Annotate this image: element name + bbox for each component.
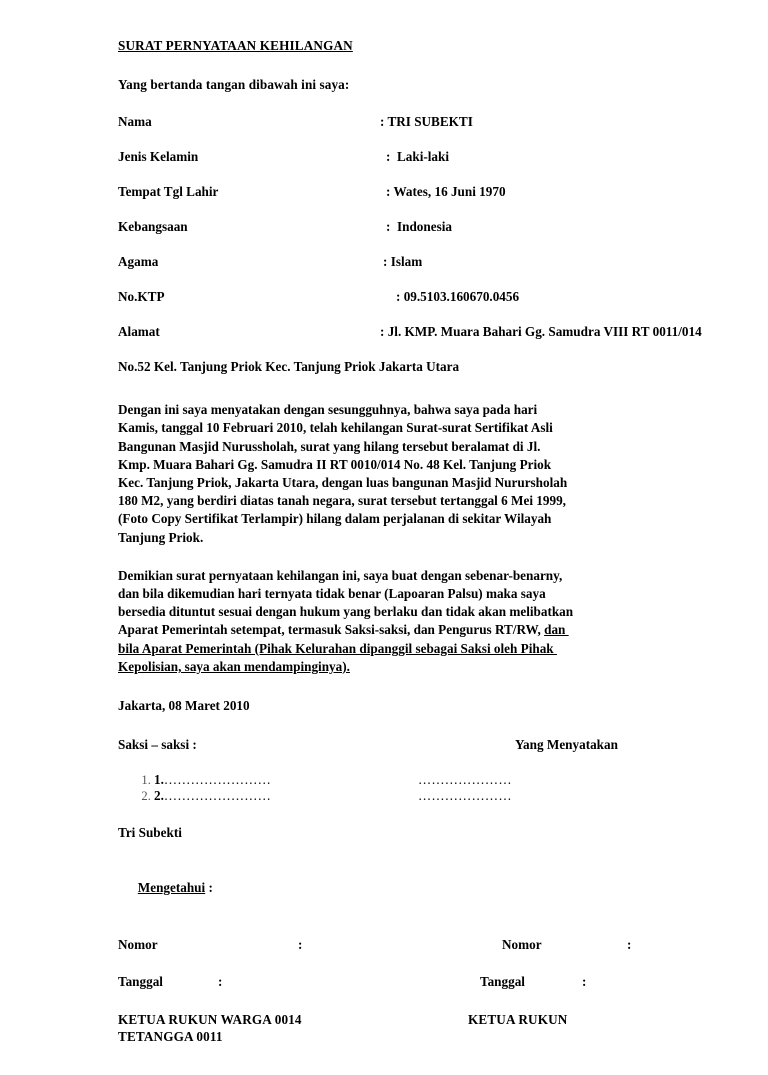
- declarant-header-label: Yang Menyatakan: [515, 737, 618, 753]
- place-date-line: Jakarta, 08 Maret 2010: [118, 698, 250, 714]
- identity-label: No.KTP: [118, 289, 165, 305]
- footer-signature-titles: [118, 1011, 658, 1045]
- identity-label: Jenis Kelamin: [118, 149, 199, 165]
- witness-list-item: [154, 788, 658, 804]
- paragraph-text: bersedia dituntut sesuai dengan hukum yang berlaku dan tidak akan melibatkan: [118, 604, 574, 620]
- identity-row: [118, 219, 658, 233]
- knowing-label-line: [118, 864, 658, 912]
- identity-value: : TRI SUBEKTI: [380, 114, 473, 130]
- paragraph-line: [118, 585, 658, 603]
- official-fields: [118, 937, 658, 989]
- identity-label: Agama: [118, 254, 159, 270]
- paragraph-text: Kepolisian, saya akan mendampinginya).: [118, 658, 350, 674]
- paragraph-line: 180 M2, yang berdiri diatas tanah negara, surat tersebut tertanggal 6 Mei 1999,: [118, 493, 566, 509]
- official-field-colon: :: [298, 937, 303, 953]
- identity-row: [118, 114, 658, 128]
- official-field-label: Tanggal: [480, 974, 525, 990]
- paragraph-line: [118, 621, 658, 639]
- footer-left-line-1: KETUA RUKUN WARGA 0014: [118, 1012, 302, 1028]
- witness-number: 1.: [154, 772, 164, 788]
- paragraph-line: Kmp. Muara Bahari Gg. Samudra II RT 0010/014 No. 48 Kel. Tanjung Priok: [118, 456, 552, 472]
- witness-list-item: [154, 772, 658, 788]
- witness-signature-list: [118, 772, 658, 803]
- identity-label: Alamat: [118, 324, 160, 340]
- paragraph-line: Kec. Tanjung Priok, Jakarta Utara, dengan luas bangunan Masjid Nurursholah: [118, 475, 568, 491]
- witness-number: 2.: [154, 787, 164, 803]
- knowing-colon: :: [205, 880, 213, 896]
- paragraph-line: Dengan ini saya menyatakan dengan sesungguhnya, bahwa saya pada hari: [118, 402, 538, 418]
- paragraph-text-underlined-tail: dan: [544, 622, 569, 638]
- paragraph-text: dan bila dikemudian hari ternyata tidak benar (Lapoaran Palsu) maka saya: [118, 586, 546, 602]
- paragraph-line: (Foto Copy Sertifikat Terlampir) hilang dalam perjalanan di sekitar Wilayah: [118, 511, 552, 527]
- identity-row: [118, 289, 658, 303]
- official-field-colon: :: [582, 974, 587, 990]
- identity-row: [118, 324, 702, 340]
- footer-left-title: [118, 1011, 302, 1045]
- declarant-signature-line: …………………: [418, 772, 512, 788]
- document-title: SURAT PERNYATAAN KEHILANGAN: [118, 38, 353, 53]
- footer-left-line-2: TETANGGA 0011: [118, 1029, 223, 1045]
- paragraph-line: Kamis, tanggal 10 Februari 2010, telah kehilangan Surat-surat Sertifikat Asli: [118, 420, 553, 436]
- knowing-label: Mengetahui: [137, 880, 206, 896]
- paragraph-text: Aparat Pemerintah setempat, termasuk Saksi-saksi, dan Pengurus RT/RW,: [118, 622, 545, 638]
- identity-fields: [118, 114, 702, 340]
- identity-label: Kebangsaan: [118, 219, 188, 235]
- footer-right-title: KETUA RUKUN: [468, 1012, 568, 1028]
- identity-label: Nama: [118, 114, 152, 130]
- declarant-signature-line: …………………: [418, 787, 512, 803]
- official-field-colon: :: [627, 937, 632, 953]
- official-field-colon: :: [218, 974, 223, 990]
- identity-value: : Wates, 16 Juni 1970: [386, 184, 506, 200]
- identity-row: [118, 149, 658, 163]
- identity-value: : 09.5103.160670.0456: [396, 289, 520, 305]
- official-field-label: Nomor: [118, 937, 158, 953]
- witness-signature-line-left: ……………………: [163, 787, 271, 803]
- identity-value: : Jl. KMP. Muara Bahari Gg. Samudra VIII RT 0011/014: [380, 324, 702, 340]
- witness-header: [118, 737, 658, 752]
- statement-paragraph-2: [118, 567, 658, 676]
- official-field-row: [118, 937, 658, 952]
- witness-header-label: Saksi – saksi :: [118, 737, 197, 753]
- identity-value: : Islam: [383, 254, 423, 270]
- official-field-label: Nomor: [502, 937, 542, 953]
- official-field-label: Tanggal: [118, 974, 163, 990]
- identity-row: [118, 184, 658, 198]
- signer-name: Tri Subekti: [118, 825, 182, 841]
- paragraph-line: [118, 640, 658, 658]
- intro-line: Yang bertanda tangan dibawah ini saya:: [118, 77, 350, 92]
- paragraph-line: Bangunan Masjid Nurussholah, surat yang hilang tersebut beralamat di Jl.: [118, 438, 541, 454]
- paragraph-text: Demikian surat pernyataan kehilangan ini, saya buat dengan sebenar-benarny,: [118, 567, 563, 583]
- address-line-2: No.52 Kel. Tanjung Priok Kec. Tanjung Priok Jakarta Utara: [118, 359, 460, 375]
- document-body: [118, 38, 702, 1045]
- identity-value: : Laki-laki: [386, 149, 450, 165]
- identity-label: Tempat Tgl Lahir: [118, 184, 219, 200]
- paragraph-line: Tanjung Priok.: [118, 529, 204, 545]
- identity-row: [118, 254, 658, 268]
- paragraph-line: [118, 658, 658, 676]
- paragraph-line: [118, 567, 658, 585]
- official-field-row: [118, 974, 658, 989]
- paragraph-line: [118, 603, 658, 621]
- identity-value: : Indonesia: [386, 219, 452, 235]
- paragraph-text: bila Aparat Pemerintah (Pihak Kelurahan dipanggil sebagai Saksi oleh Pihak: [118, 640, 557, 656]
- statement-paragraph-1: [118, 401, 658, 547]
- witness-signature-line-left: ……………………: [163, 772, 271, 788]
